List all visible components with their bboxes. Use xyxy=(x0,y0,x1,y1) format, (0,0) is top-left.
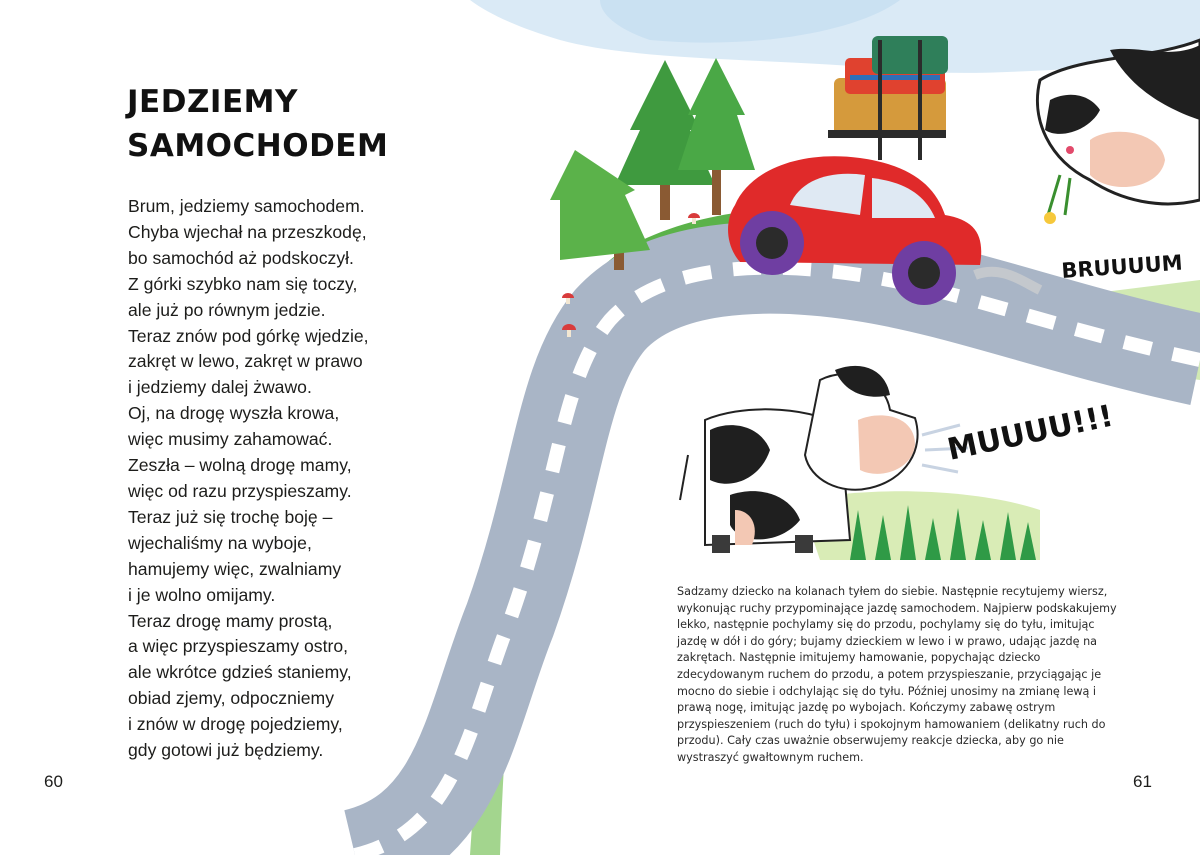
poem-line: gdy gotowi już będziemy. xyxy=(128,740,324,761)
poem-line: bo samochód aż podskoczył. xyxy=(128,247,354,268)
sfx-car: BRUUUUM xyxy=(1060,250,1184,283)
poem-line: Teraz znów pod górkę wjedzie, xyxy=(128,325,369,346)
poem-line: ale wkrótce gdzieś staniemy, xyxy=(128,662,352,683)
poem-line: Teraz już się trochę boję – xyxy=(128,506,333,527)
poem-line: i znów w drogę pojedziemy, xyxy=(128,714,343,735)
poem-line: zakręt w lewo, zakręt w prawo xyxy=(128,351,363,372)
poem-line: więc od razu przyspieszamy. xyxy=(128,480,352,501)
poem-line: i je wolno omijamy. xyxy=(128,584,276,605)
poem-line: Z górki szybko nam się toczy, xyxy=(128,273,358,294)
poem-line: Oj, na drogę wyszła krowa, xyxy=(128,403,340,424)
poem-line: i jedziemy dalej żwawo. xyxy=(128,377,312,398)
poem xyxy=(128,194,369,764)
poem-line: Chyba wjechał na przeszkodę, xyxy=(128,221,367,242)
poem-line: ale już po równym jedzie. xyxy=(128,299,326,320)
road xyxy=(355,268,1200,855)
page-title xyxy=(127,80,388,168)
title-line: SAMOCHODEM xyxy=(127,128,389,164)
poem-line: obiad zjemy, odpoczniemy xyxy=(128,688,335,709)
poem-line: Zeszła – wolną drogę mamy, xyxy=(128,455,352,476)
page-number-right: 61 xyxy=(1133,772,1152,791)
sfx-cow: MUUUU!!! xyxy=(944,398,1117,468)
poem-line: a więc przyspieszamy ostro, xyxy=(128,636,348,657)
page-number-left: 60 xyxy=(44,772,63,791)
poem-line: Brum, jedziemy samochodem. xyxy=(128,196,365,216)
poem-line: więc musimy zahamować. xyxy=(128,429,333,450)
title-line: JEDZIEMY xyxy=(127,84,298,120)
instructions-text: Sadzamy dziecko na kolanach tyłem do siebie. Następnie recytujemy wiersz, wykonując ruchy przypominające jazdę samochodem. Najpierw podskakujemy lekko, następnie pochylamy się do przodu, pochylamy się do tyłu, imitując jazdę w dół i do góry; bujamy dzieckiem w lewo i w prawo, udając jazdę na zakrętach. Następnie imitujemy hamowanie, popychając dziecko zdecydowanym ruchem do przodu, a potem przyspieszanie, przyciągając je mocno do siebie i odchylając się do tyłu. Później unosimy na zmianę lewą i prawą nogę, imitując jazdę po wybojach. Kończymy zabawę ostrym przyspieszeniem (ruch do tyłu) i spokojnym hamowaniem (delikatny ruch do przodu). Cały czas uważnie obserwujemy reakcje dziecka, aby go nie wystraszyć gwałtownym ruchem. xyxy=(677,585,1117,764)
poem-line: Teraz drogę mamy prostą, xyxy=(128,610,333,631)
poem-line: wjechaliśmy na wyboje, xyxy=(128,532,312,553)
poem-line: hamujemy więc, zwalniamy xyxy=(128,558,342,579)
